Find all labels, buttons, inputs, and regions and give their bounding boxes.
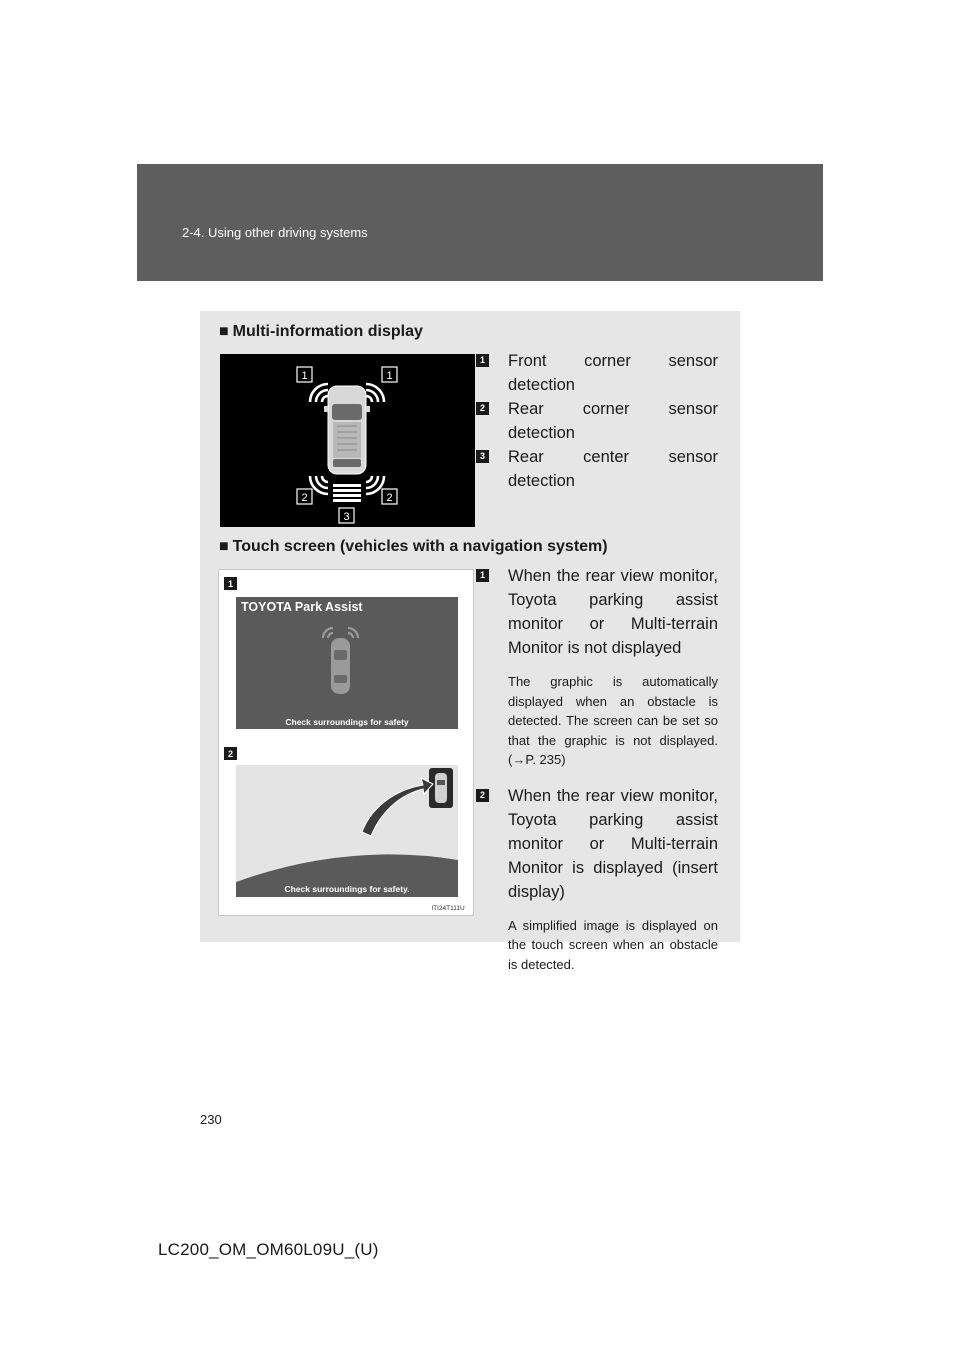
- page-number: 230: [200, 1112, 222, 1127]
- note-text: A simplified image is displayed on the touch screen when an obstacle is detected.: [508, 917, 718, 972]
- screen2-footer: Check surroundings for safety.: [284, 884, 410, 894]
- screen2-insert-car-icon: [429, 768, 453, 808]
- list-item: 3 Rear center sensor detection: [476, 445, 718, 493]
- number-badge: 3: [476, 450, 489, 463]
- number-badge: 2: [476, 789, 489, 802]
- content-panel: [200, 311, 740, 972]
- multi-info-heading: ■ Multi-information display: [219, 323, 423, 340]
- label-front-left: 1: [301, 370, 308, 382]
- multi-info-list: [476, 349, 718, 493]
- touch-screen-heading: ■ Touch screen (vehicles with a navigation system): [219, 538, 608, 555]
- note-text: The graphic is automatically displayed when an obstacle is detected. The screen can be set so that the graphic is not displayed. (→P. 235): [508, 674, 718, 767]
- document-code: LC200_OM_OM60L09U_(U): [158, 1240, 379, 1259]
- screen2-label: 2: [227, 749, 234, 759]
- touch-screen-diagram: [219, 570, 473, 915]
- list-item: 2 When the rear view monitor, Toyota parking assist monitor or Multi-terrain Monitor is displayed (insert display): [476, 784, 718, 904]
- multi-info-figure: [220, 354, 475, 527]
- screen1-car-icon: [331, 638, 350, 694]
- number-badge: 2: [476, 402, 489, 415]
- square-bullet-icon: ■: [219, 323, 229, 340]
- touch-screen-figure: [218, 569, 474, 916]
- number-badge: 1: [476, 354, 489, 367]
- square-bullet-icon: ■: [219, 538, 229, 555]
- touch-screen-list: [476, 564, 718, 974]
- vehicle-sensor-diagram: [220, 354, 475, 527]
- number-badge: 1: [476, 569, 489, 582]
- list-item: 2 Rear corner sensor detection: [476, 397, 718, 445]
- list-item: 1 Front corner sensor detection: [476, 349, 718, 397]
- vehicle-icon: [324, 386, 370, 474]
- screen1-title: TOYOTA Park Assist: [241, 600, 363, 614]
- rear-center-bars: [333, 484, 361, 502]
- list-item: 1 When the rear view monitor, Toyota parking assist monitor or Multi-terrain Monitor is not displayed: [476, 564, 718, 660]
- screen1-footer: Check surroundings for safety: [285, 717, 409, 727]
- label-rear-right: 2: [386, 492, 393, 504]
- label-front-right: 1: [386, 370, 393, 382]
- page-header: [137, 164, 823, 281]
- figure-code: ITI24T111U: [431, 905, 465, 912]
- label-rear-center: 3: [343, 511, 350, 523]
- screen1-label: 1: [227, 579, 234, 589]
- section-title: 2-4. Using other driving systems: [182, 225, 368, 240]
- label-rear-left: 2: [301, 492, 308, 504]
